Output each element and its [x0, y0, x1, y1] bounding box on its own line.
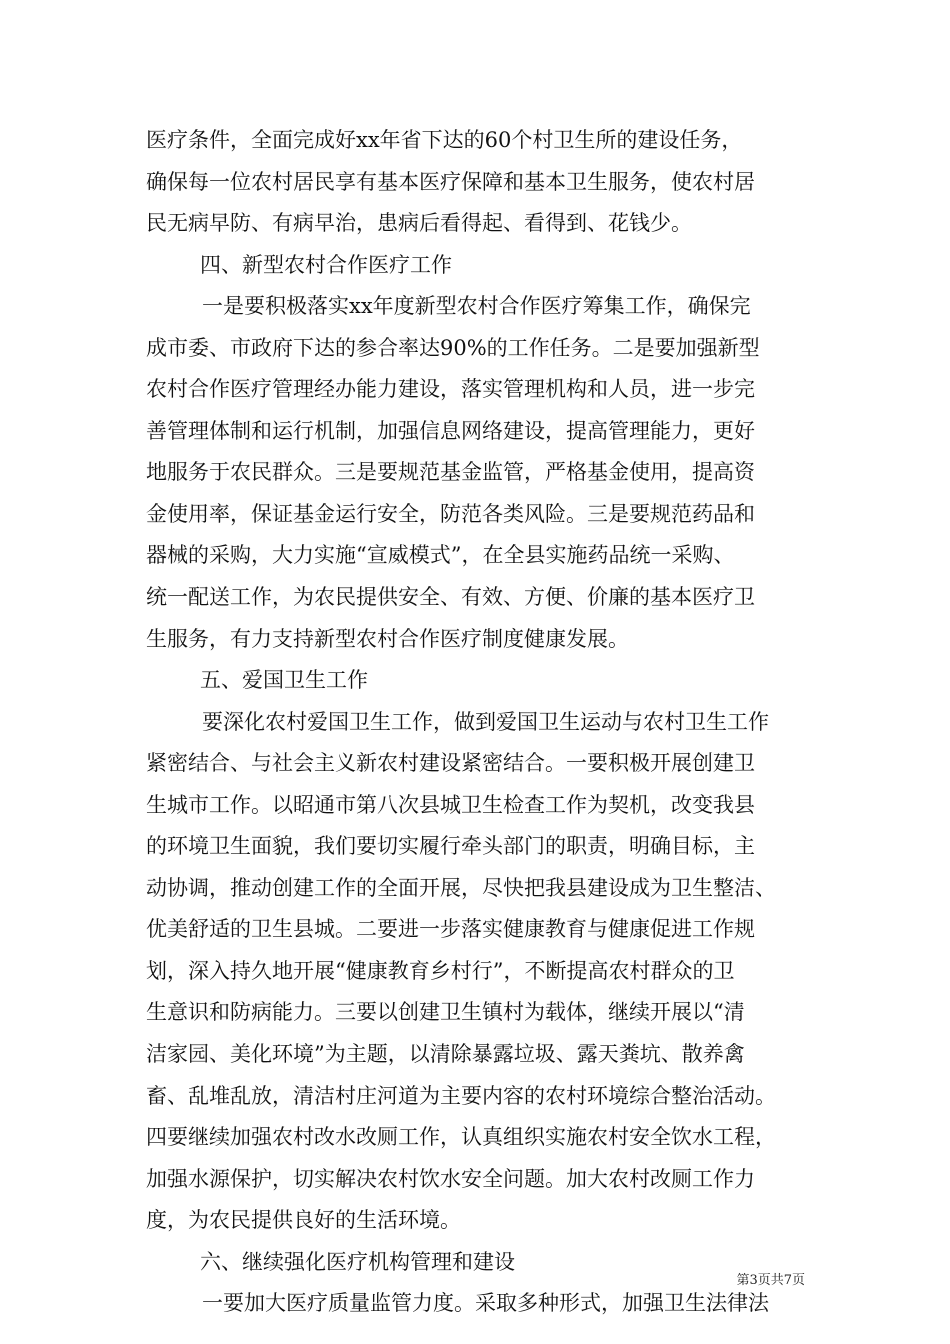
text-line: 民无病早防、有病早治，患病后看得起、看得到、花钱少。: [146, 211, 692, 236]
text-line: 生服务，有力支持新型农村合作医疗制度健康发展。: [146, 626, 629, 651]
text-line: 善管理体制和运行机制，加强信息网络建设，提高管理能力，更好: [146, 418, 755, 443]
text-line: 紧密结合、与社会主义新农村建设紧密结合。一要积极开展创建卫: [146, 751, 755, 776]
text-line: 度，为农民提供良好的生活环境。: [146, 1208, 461, 1233]
text-line: 确保每一位农村居民享有基本医疗保障和基本卫生服务，使农村居: [146, 169, 755, 194]
text-line: 加强水源保护，切实解决农村饮水安全问题。加大农村改厕工作力: [146, 1166, 755, 1191]
text-line: 统一配送工作，为农民提供安全、有效、方便、价廉的基本医疗卫: [146, 585, 755, 610]
section-heading: 四、新型农村合作医疗工作: [200, 252, 452, 277]
text-line: 动协调，推动创建工作的全面开展，尽快把我县建设成为卫生整洁、: [146, 875, 776, 900]
text-line: 四要继续加强农村改水改厕工作，认真组织实施农村安全饮水工程，: [146, 1125, 776, 1150]
text-line: 生城市工作。以昭通市第八次县城卫生检查工作为契机，改变我县: [146, 792, 755, 817]
text-line: 农村合作医疗管理经办能力建设，落实管理机构和人员，进一步完: [146, 377, 755, 402]
text-line: 一要加大医疗质量监管力度。采取多种形式，加强卫生法律法: [202, 1291, 769, 1316]
text-line: 地服务于农民群众。三是要规范基金监管，严格基金使用，提高资: [146, 460, 755, 485]
text-line: 要深化农村爱国卫生工作，做到爱国卫生运动与农村卫生工作: [202, 709, 769, 734]
text-line: 金使用率，保证基金运行安全，防范各类风险。三是要规范药品和: [146, 501, 755, 526]
text-line: 生意识和防病能力。三要以创建卫生镇村为载体，继续开展以“清: [146, 1000, 745, 1025]
text-line: 畜、乱堆乱放，清洁村庄河道为主要内容的农村环境综合整治活动。: [146, 1083, 776, 1108]
text-line: 器械的采购，大力实施“宣威模式”，在全县实施药品统一采购、: [146, 543, 735, 568]
text-line: 医疗条件，全面完成好xx年省下达的60个村卫生所的建设任务，: [146, 128, 743, 152]
text-line: 优美舒适的卫生县城。二要进一步落实健康教育与健康促进工作规: [146, 917, 755, 942]
section-heading: 五、爱国卫生工作: [200, 668, 368, 693]
text-line: 划，深入持久地开展“健康教育乡村行”，不断提高农村群众的卫: [146, 958, 735, 983]
section-heading: 六、继续强化医疗机构管理和建设: [200, 1249, 515, 1274]
text-line: 洁家园、美化环境”为主题，以清除暴露垃圾、露天粪坑、散养禽: [146, 1042, 745, 1067]
text-line: 一是要积极落实xx年度新型农村合作医疗筹集工作，确保完: [202, 294, 751, 319]
text-line: 成市委、市政府下达的参合率达90%的工作任务。二是要加强新型: [146, 335, 760, 360]
document-body: [146, 120, 806, 1325]
page-number: 第3页共7页: [736, 1273, 805, 1288]
text-line: 的环境卫生面貌，我们要切实履行牵头部门的职责，明确目标，主: [146, 834, 755, 859]
